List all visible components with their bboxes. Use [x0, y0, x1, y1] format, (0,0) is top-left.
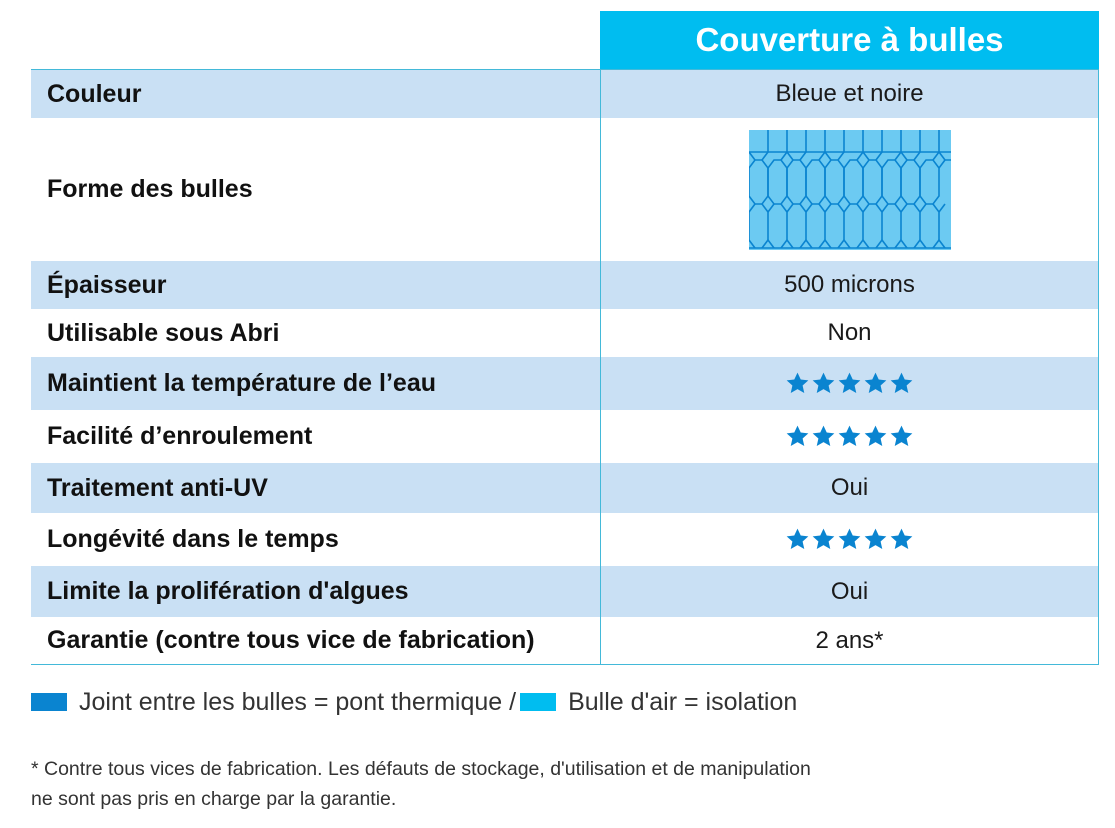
table-row: [31, 566, 1099, 617]
row-value: 500 microns: [600, 261, 1099, 309]
legend: [31, 686, 797, 718]
product-column-header: Couverture à bulles: [600, 11, 1099, 69]
footnote-line-1: * Contre tous vices de fabrication. Les défauts de stockage, d'utilisation et de manipulation: [31, 758, 811, 780]
star-icon: [837, 371, 862, 396]
star-icon: [863, 527, 888, 552]
row-value: [600, 513, 1099, 566]
joint-color-swatch: [31, 693, 67, 711]
bubble-pattern-image: [749, 130, 951, 250]
row-label: Forme des bulles: [47, 175, 253, 203]
row-label: Facilité d’enroulement: [47, 422, 313, 450]
star-rating: [785, 527, 914, 552]
table-row: [31, 70, 1099, 118]
table-row: [31, 463, 1099, 513]
row-label: Garantie (contre tous vice de fabrication): [47, 626, 535, 654]
star-icon: [889, 424, 914, 449]
row-label: Maintient la température de l’eau: [47, 369, 436, 397]
row-label: Limite la prolifération d'algues: [47, 577, 409, 605]
row-label: Épaisseur: [47, 270, 167, 299]
row-value: [600, 357, 1099, 410]
star-icon: [785, 527, 810, 552]
star-icon: [889, 371, 914, 396]
table-row: [31, 309, 1099, 357]
row-value: [600, 410, 1099, 463]
row-value: 2 ans*: [600, 617, 1099, 664]
row-label: Utilisable sous Abri: [47, 318, 280, 347]
star-icon: [785, 371, 810, 396]
bubble-color-swatch: [520, 693, 556, 711]
star-rating: [785, 424, 914, 449]
star-icon: [811, 424, 836, 449]
star-rating: [785, 371, 914, 396]
table-row: [31, 118, 1099, 261]
star-icon: [863, 371, 888, 396]
table-row: [31, 617, 1099, 664]
star-icon: [811, 371, 836, 396]
row-value: Non: [600, 309, 1099, 357]
legend-joint-text: Joint entre les bulles = pont thermique /: [79, 687, 517, 716]
row-label: Couleur: [47, 79, 142, 108]
row-value: Bleue et noire: [600, 70, 1099, 118]
table-row: [31, 513, 1099, 566]
row-value: Oui: [600, 463, 1099, 513]
star-icon: [811, 527, 836, 552]
footnote: [31, 754, 991, 814]
star-icon: [785, 424, 810, 449]
footnote-line-2: ne sont pas pris en charge par la garantie.: [31, 788, 397, 810]
star-icon: [837, 527, 862, 552]
row-value: Oui: [600, 566, 1099, 617]
table-row: [31, 357, 1099, 410]
table-row: [31, 261, 1099, 309]
row-label: Longévité dans le temps: [47, 525, 339, 553]
star-icon: [837, 424, 862, 449]
table-row: [31, 410, 1099, 463]
row-label: Traitement anti-UV: [47, 473, 268, 502]
comparison-table: [31, 69, 1099, 665]
star-icon: [889, 527, 914, 552]
row-value: [600, 118, 1099, 261]
legend-bubble-text: Bulle d'air = isolation: [568, 687, 798, 716]
star-icon: [863, 424, 888, 449]
